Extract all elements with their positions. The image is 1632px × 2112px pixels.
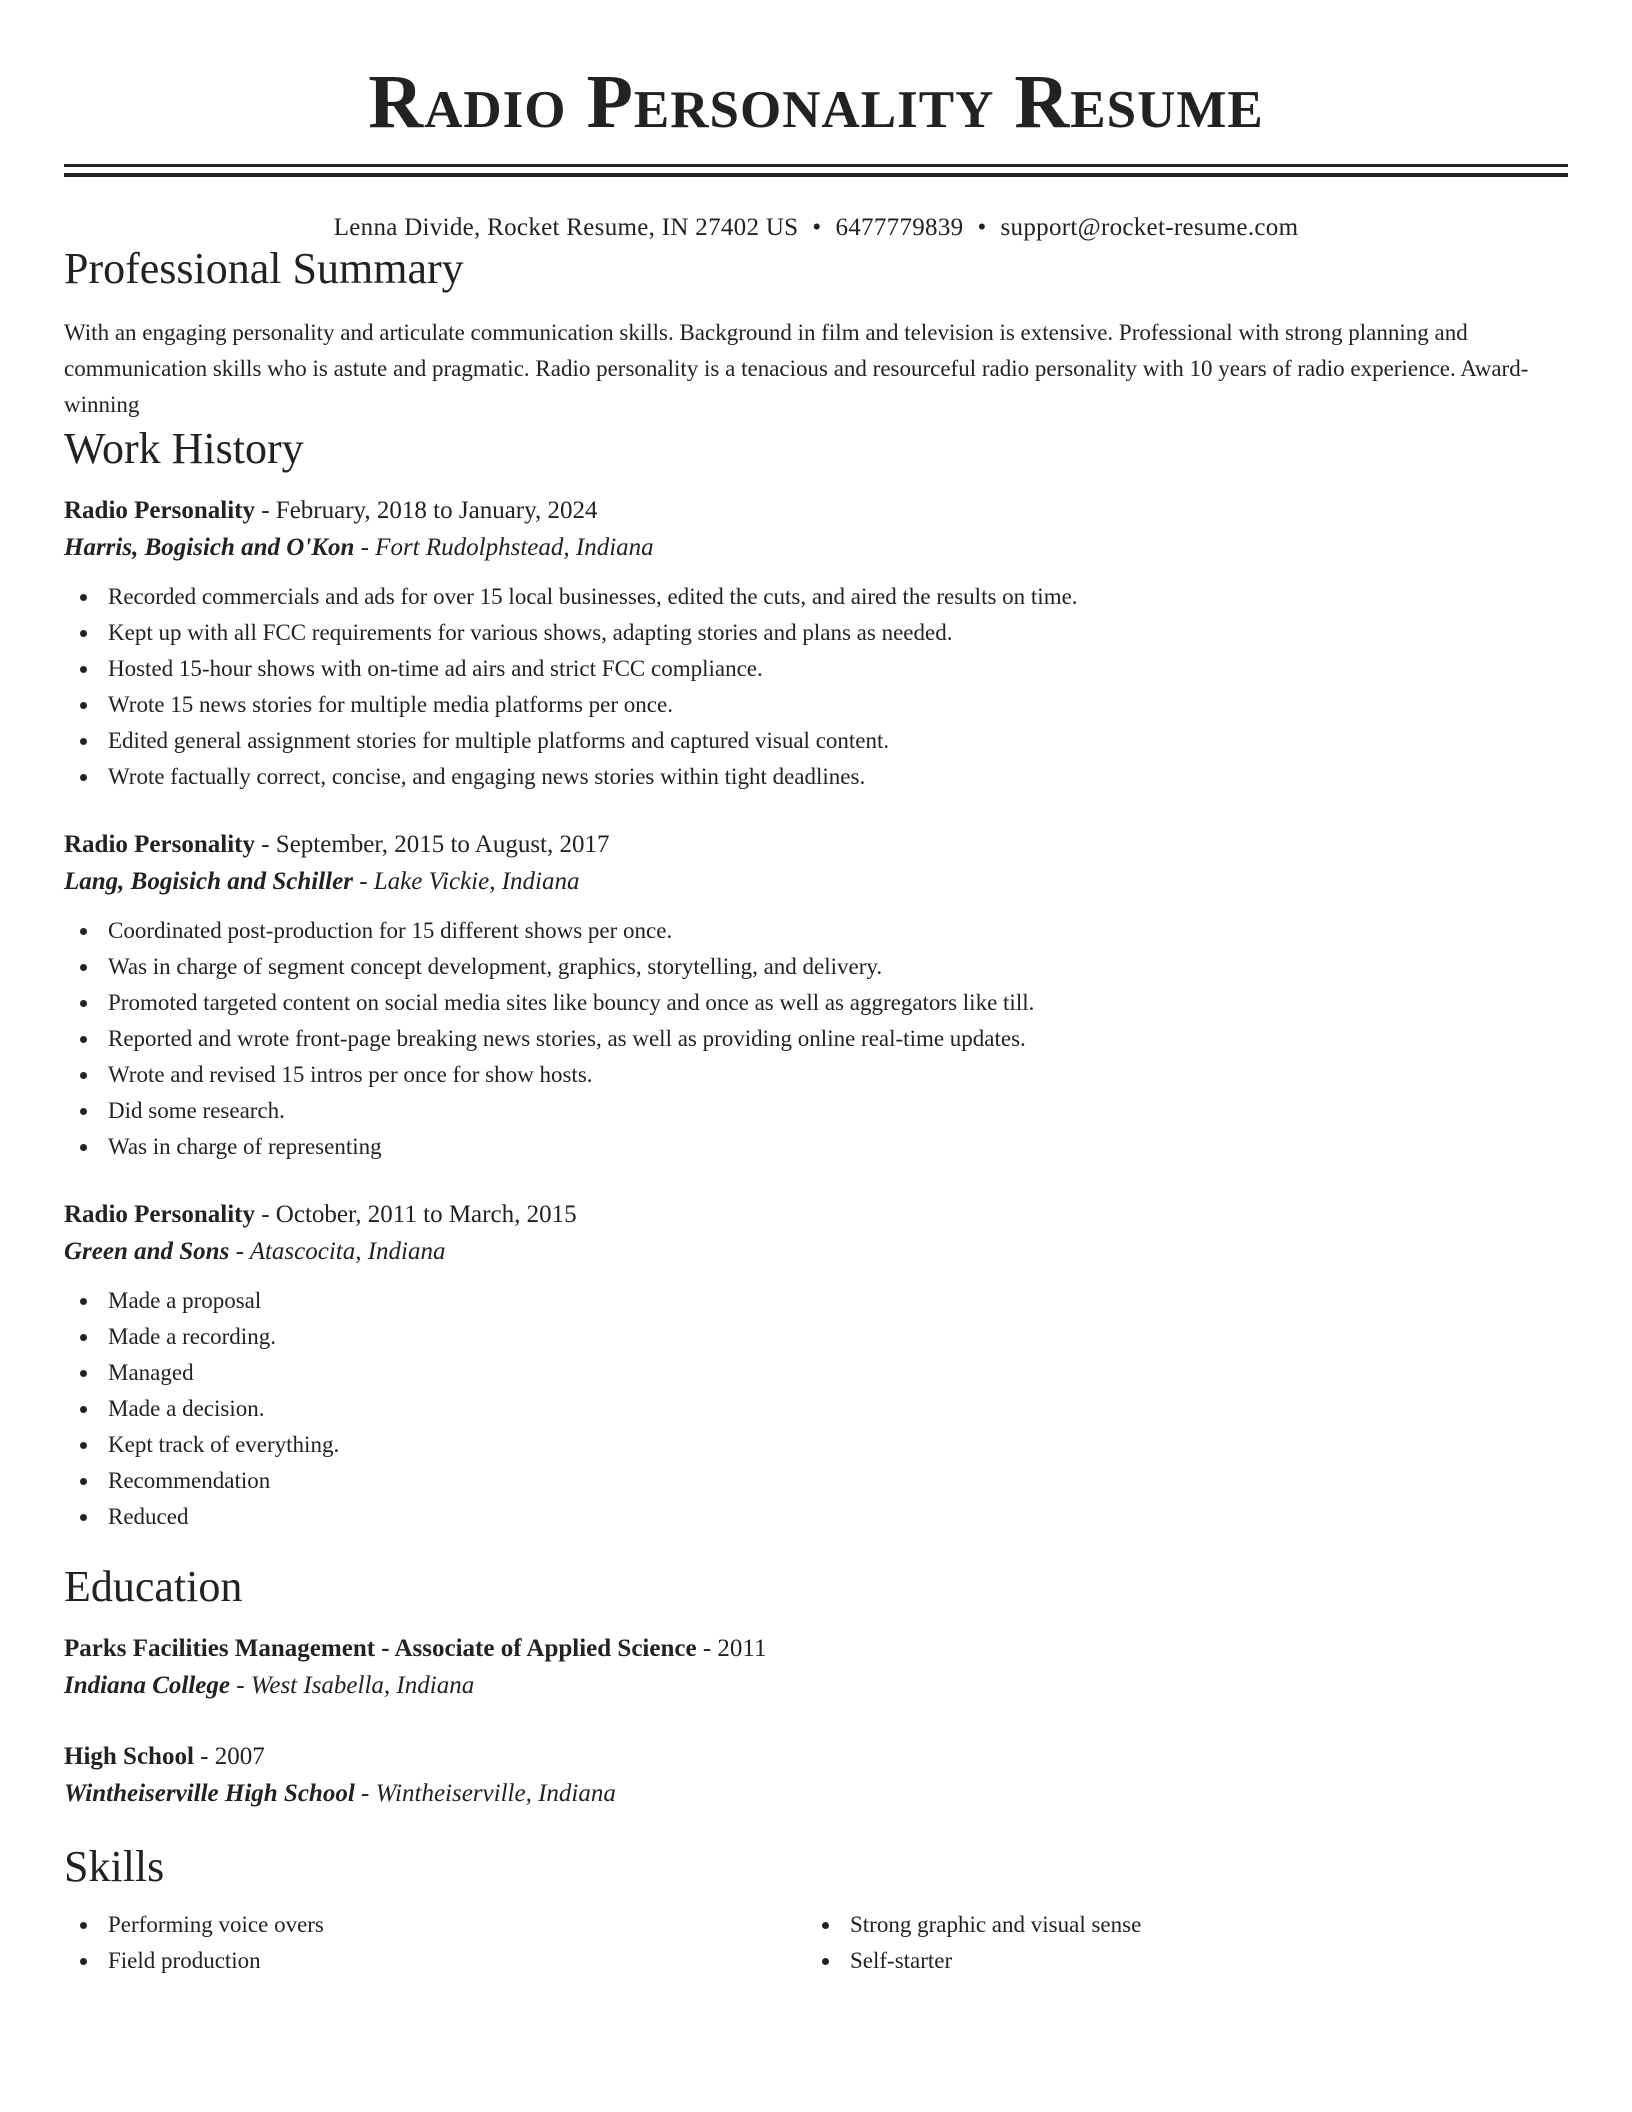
job-entry [64,493,1568,795]
job-duties-list [64,913,1568,1165]
job-duties-list [64,579,1568,795]
skill-item: Self-starter [806,1943,1548,1979]
job-duty: Coordinated post-production for 15 different shows per once. [64,913,1568,949]
job-entry [64,827,1568,1165]
degree-name: Parks Facilities Management - Associate of Applied Science [64,1635,697,1662]
skill-item: Strong graphic and visual sense [806,1907,1548,1943]
title-divider [64,164,1568,177]
school-name: Wintheiserville High School [64,1780,355,1807]
employer-name: Green and Sons [64,1238,230,1265]
skill-item: Field production [64,1943,806,1979]
degree-name: High School [64,1743,194,1770]
job-duty: Recommendation [64,1463,1568,1499]
job-title-line [64,827,1568,863]
skills-heading: Skills [64,1842,165,1891]
education-heading: Education [64,1562,243,1611]
graduation-year: - 2007 [193,1743,265,1770]
job-duty: Wrote factually correct, concise, and engaging news stories within tight deadlines. [64,759,1568,795]
job-title-line [64,493,1568,529]
job-duty: Wrote and revised 15 intros per once for show hosts. [64,1057,1568,1093]
school-line [64,1775,1568,1813]
employer-name: Harris, Bogisich and O'Kon [64,534,355,561]
job-duty: Was in charge of segment concept development, graphics, storytelling, and delivery. [64,949,1568,985]
job-duty: Edited general assignment stories for multiple platforms and captured visual content. [64,723,1568,759]
resume-title: Radio Personality Resume [368,60,1264,144]
school-location: - West Isabella, Indiana [230,1672,475,1699]
job-duty: Reported and wrote front-page breaking news stories, as well as providing online real-time updates. [64,1021,1568,1057]
job-duty: Made a recording. [64,1319,1568,1355]
job-dates: - September, 2015 to August, 2017 [254,831,610,858]
school-name: Indiana College [64,1672,230,1699]
job-title: Radio Personality [64,497,255,524]
work-history-heading: Work History [64,424,304,473]
job-duty: Made a proposal [64,1283,1568,1319]
job-duties-list [64,1283,1568,1535]
job-duty: Recorded commercials and ads for over 15 local businesses, edited the cuts, and aired the results on time. [64,579,1568,615]
job-duty: Kept track of everything. [64,1427,1568,1463]
degree-line [64,1631,1568,1667]
employer-location: - Fort Rudolphstead, Indiana [354,534,654,561]
job-duty: Made a decision. [64,1391,1568,1427]
school-location: - Wintheiserville, Indiana [354,1780,616,1807]
contact-line [64,213,1568,243]
skills-column-left [64,1907,806,1979]
graduation-year: - 2011 [696,1635,767,1662]
job-title: Radio Personality [64,831,255,858]
skills-list [64,1907,1568,1979]
employer-line [64,1233,1568,1271]
job-duty: Did some research. [64,1093,1568,1129]
job-duty: Reduced [64,1499,1568,1535]
summary-text: With an engaging personality and articulate communication skills. Background in film and television is extensive. Professional with strong planning and communication skills who is astute and pragmatic. Radio personality is a tenacious and resourceful radio personality with 10 years of radio experience. Award-winning [64,320,1529,417]
employer-location: - Lake Vickie, Indiana [352,868,580,895]
contact-separator: • [812,214,822,241]
job-duty: Kept up with all FCC requirements for various shows, adapting stories and plans as needed. [64,615,1568,651]
job-duty: Managed [64,1355,1568,1391]
contact-separator: • [977,214,987,241]
job-dates: - February, 2018 to January, 2024 [254,497,598,524]
employer-line [64,529,1568,567]
job-entry [64,1197,1568,1535]
employer-name: Lang, Bogisich and Schiller [64,868,353,895]
job-duty: Was in charge of representing [64,1129,1568,1165]
job-dates: - October, 2011 to March, 2015 [254,1201,577,1228]
job-duty: Promoted targeted content on social media sites like bouncy and once as well as aggregators like till. [64,985,1568,1021]
contact-address: Lenna Divide, Rocket Resume, IN 27402 US [333,214,799,241]
job-duty: Hosted 15-hour shows with on-time ad airs and strict FCC compliance. [64,651,1568,687]
education-entry [64,1739,1568,1813]
skills-column-right [806,1907,1548,1979]
job-duty: Wrote 15 news stories for multiple media platforms per once. [64,687,1568,723]
employer-line [64,863,1568,901]
summary-heading: Professional Summary [64,244,464,293]
job-title-line [64,1197,1568,1233]
degree-line [64,1739,1568,1775]
education-entry [64,1631,1568,1705]
school-line [64,1667,1568,1705]
skill-item: Performing voice overs [64,1907,806,1943]
employer-location: - Atascocita, Indiana [229,1238,446,1265]
contact-phone: 6477779839 [835,214,964,241]
contact-email: support@rocket-resume.com [1000,214,1299,241]
job-title: Radio Personality [64,1201,255,1228]
